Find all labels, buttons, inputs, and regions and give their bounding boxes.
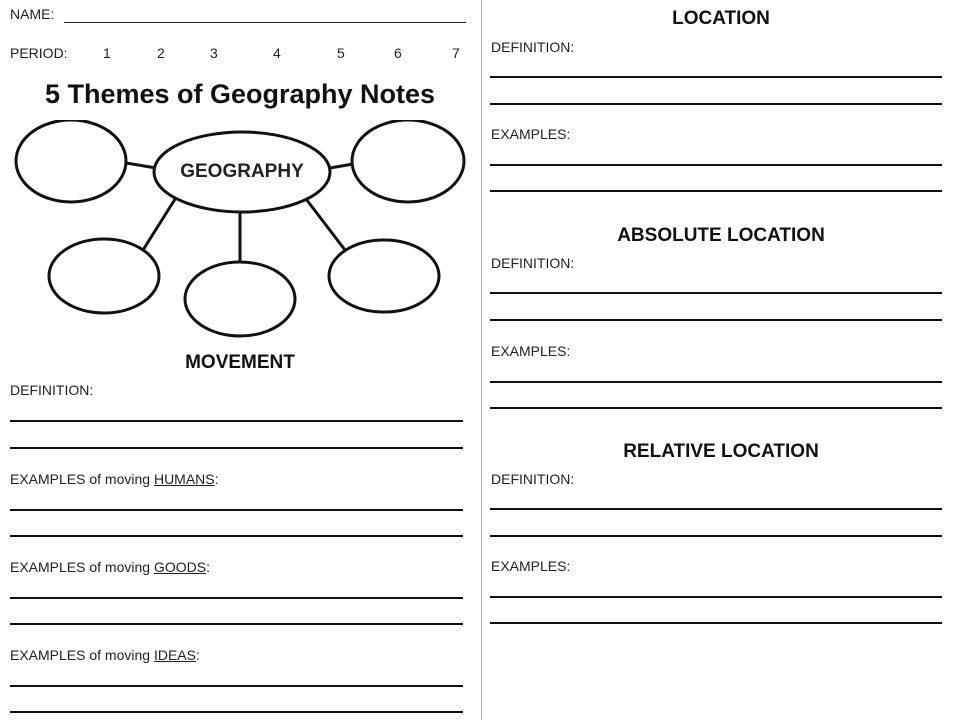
movement-definition-line-2[interactable] — [10, 447, 463, 449]
movement-goods-prefix: EXAMPLES of moving — [10, 559, 154, 575]
relative-location-definition-line-2[interactable] — [490, 535, 942, 537]
connector-line-top-right — [330, 164, 353, 168]
period-option-7[interactable]: 7 — [452, 45, 460, 61]
location-heading: LOCATION — [672, 8, 770, 29]
period-option-4[interactable]: 4 — [273, 45, 281, 61]
movement-humans-line-1[interactable] — [10, 509, 463, 511]
period-option-5[interactable]: 5 — [337, 45, 345, 61]
movement-ideas-prefix: EXAMPLES of moving — [10, 647, 154, 663]
geography-bubble-diagram — [0, 120, 480, 345]
absolute-location-heading: ABSOLUTE LOCATION — [617, 225, 825, 246]
absolute-location-examples-label: EXAMPLES: — [491, 343, 571, 359]
movement-definition-line-1[interactable] — [10, 420, 463, 422]
absolute-location-examples-line-2[interactable] — [490, 407, 942, 409]
page-title: 5 Themes of Geography Notes — [44, 79, 436, 109]
name-label: NAME: — [10, 6, 55, 22]
movement-humans-word: HUMANS — [153, 471, 215, 487]
period-option-6[interactable]: 6 — [394, 45, 402, 61]
theme-bubble-bottom-center — [185, 262, 295, 336]
theme-bubble-top-right — [352, 120, 464, 202]
relative-location-examples-line-2[interactable] — [490, 622, 942, 624]
relative-location-definition-line-1[interactable] — [490, 508, 942, 510]
connector-line-bottom-left — [143, 196, 177, 250]
movement-humans-suffix: : — [214, 471, 219, 487]
movement-humans-prefix: EXAMPLES of moving — [10, 471, 154, 487]
period-options — [0, 45, 480, 65]
location-examples-label: EXAMPLES: — [491, 126, 571, 142]
movement-ideas-line-1[interactable] — [10, 685, 463, 687]
theme-bubble-top-left — [16, 120, 126, 202]
location-examples-line-2[interactable] — [490, 190, 942, 192]
absolute-location-definition-label: DEFINITION: — [491, 255, 575, 271]
theme-bubble-bottom-right — [329, 240, 439, 312]
column-divider — [481, 0, 482, 720]
relative-location-definition-label: DEFINITION: — [491, 471, 575, 487]
movement-ideas-suffix: : — [195, 647, 200, 663]
movement-humans-line-2[interactable] — [10, 535, 463, 537]
movement-ideas-word: IDEAS — [153, 647, 196, 663]
relative-location-examples-label: EXAMPLES: — [491, 558, 571, 574]
movement-definition-label: DEFINITION: — [10, 382, 94, 398]
period-option-3[interactable]: 3 — [210, 45, 218, 61]
geography-center-label: GEOGRAPHY — [180, 161, 304, 182]
movement-goods-word: GOODS — [153, 559, 207, 575]
connector-line-bottom-right — [303, 195, 345, 250]
period-label: PERIOD: — [10, 45, 68, 61]
movement-goods-suffix: : — [206, 559, 210, 575]
location-definition-line-2[interactable] — [490, 103, 942, 105]
connector-line-top-left — [126, 163, 156, 168]
theme-bubble-bottom-left — [49, 239, 159, 313]
absolute-location-definition-line-1[interactable] — [490, 292, 942, 294]
absolute-location-definition-line-2[interactable] — [490, 319, 942, 321]
movement-heading: MOVEMENT — [185, 352, 295, 373]
relative-location-heading: RELATIVE LOCATION — [623, 441, 819, 462]
location-definition-line-1[interactable] — [490, 76, 942, 78]
name-blank-line[interactable] — [64, 22, 466, 23]
movement-humans-label — [10, 471, 219, 487]
absolute-location-examples-line-1[interactable] — [490, 381, 942, 383]
movement-goods-label — [10, 559, 210, 575]
location-examples-line-1[interactable] — [490, 164, 942, 166]
relative-location-examples-line-1[interactable] — [490, 596, 942, 598]
period-option-1[interactable]: 1 — [103, 45, 111, 61]
movement-ideas-line-2[interactable] — [10, 711, 463, 713]
movement-goods-line-2[interactable] — [10, 623, 463, 625]
movement-ideas-label — [10, 647, 200, 663]
movement-goods-line-1[interactable] — [10, 597, 463, 599]
period-option-2[interactable]: 2 — [157, 45, 165, 61]
location-definition-label: DEFINITION: — [491, 39, 575, 55]
